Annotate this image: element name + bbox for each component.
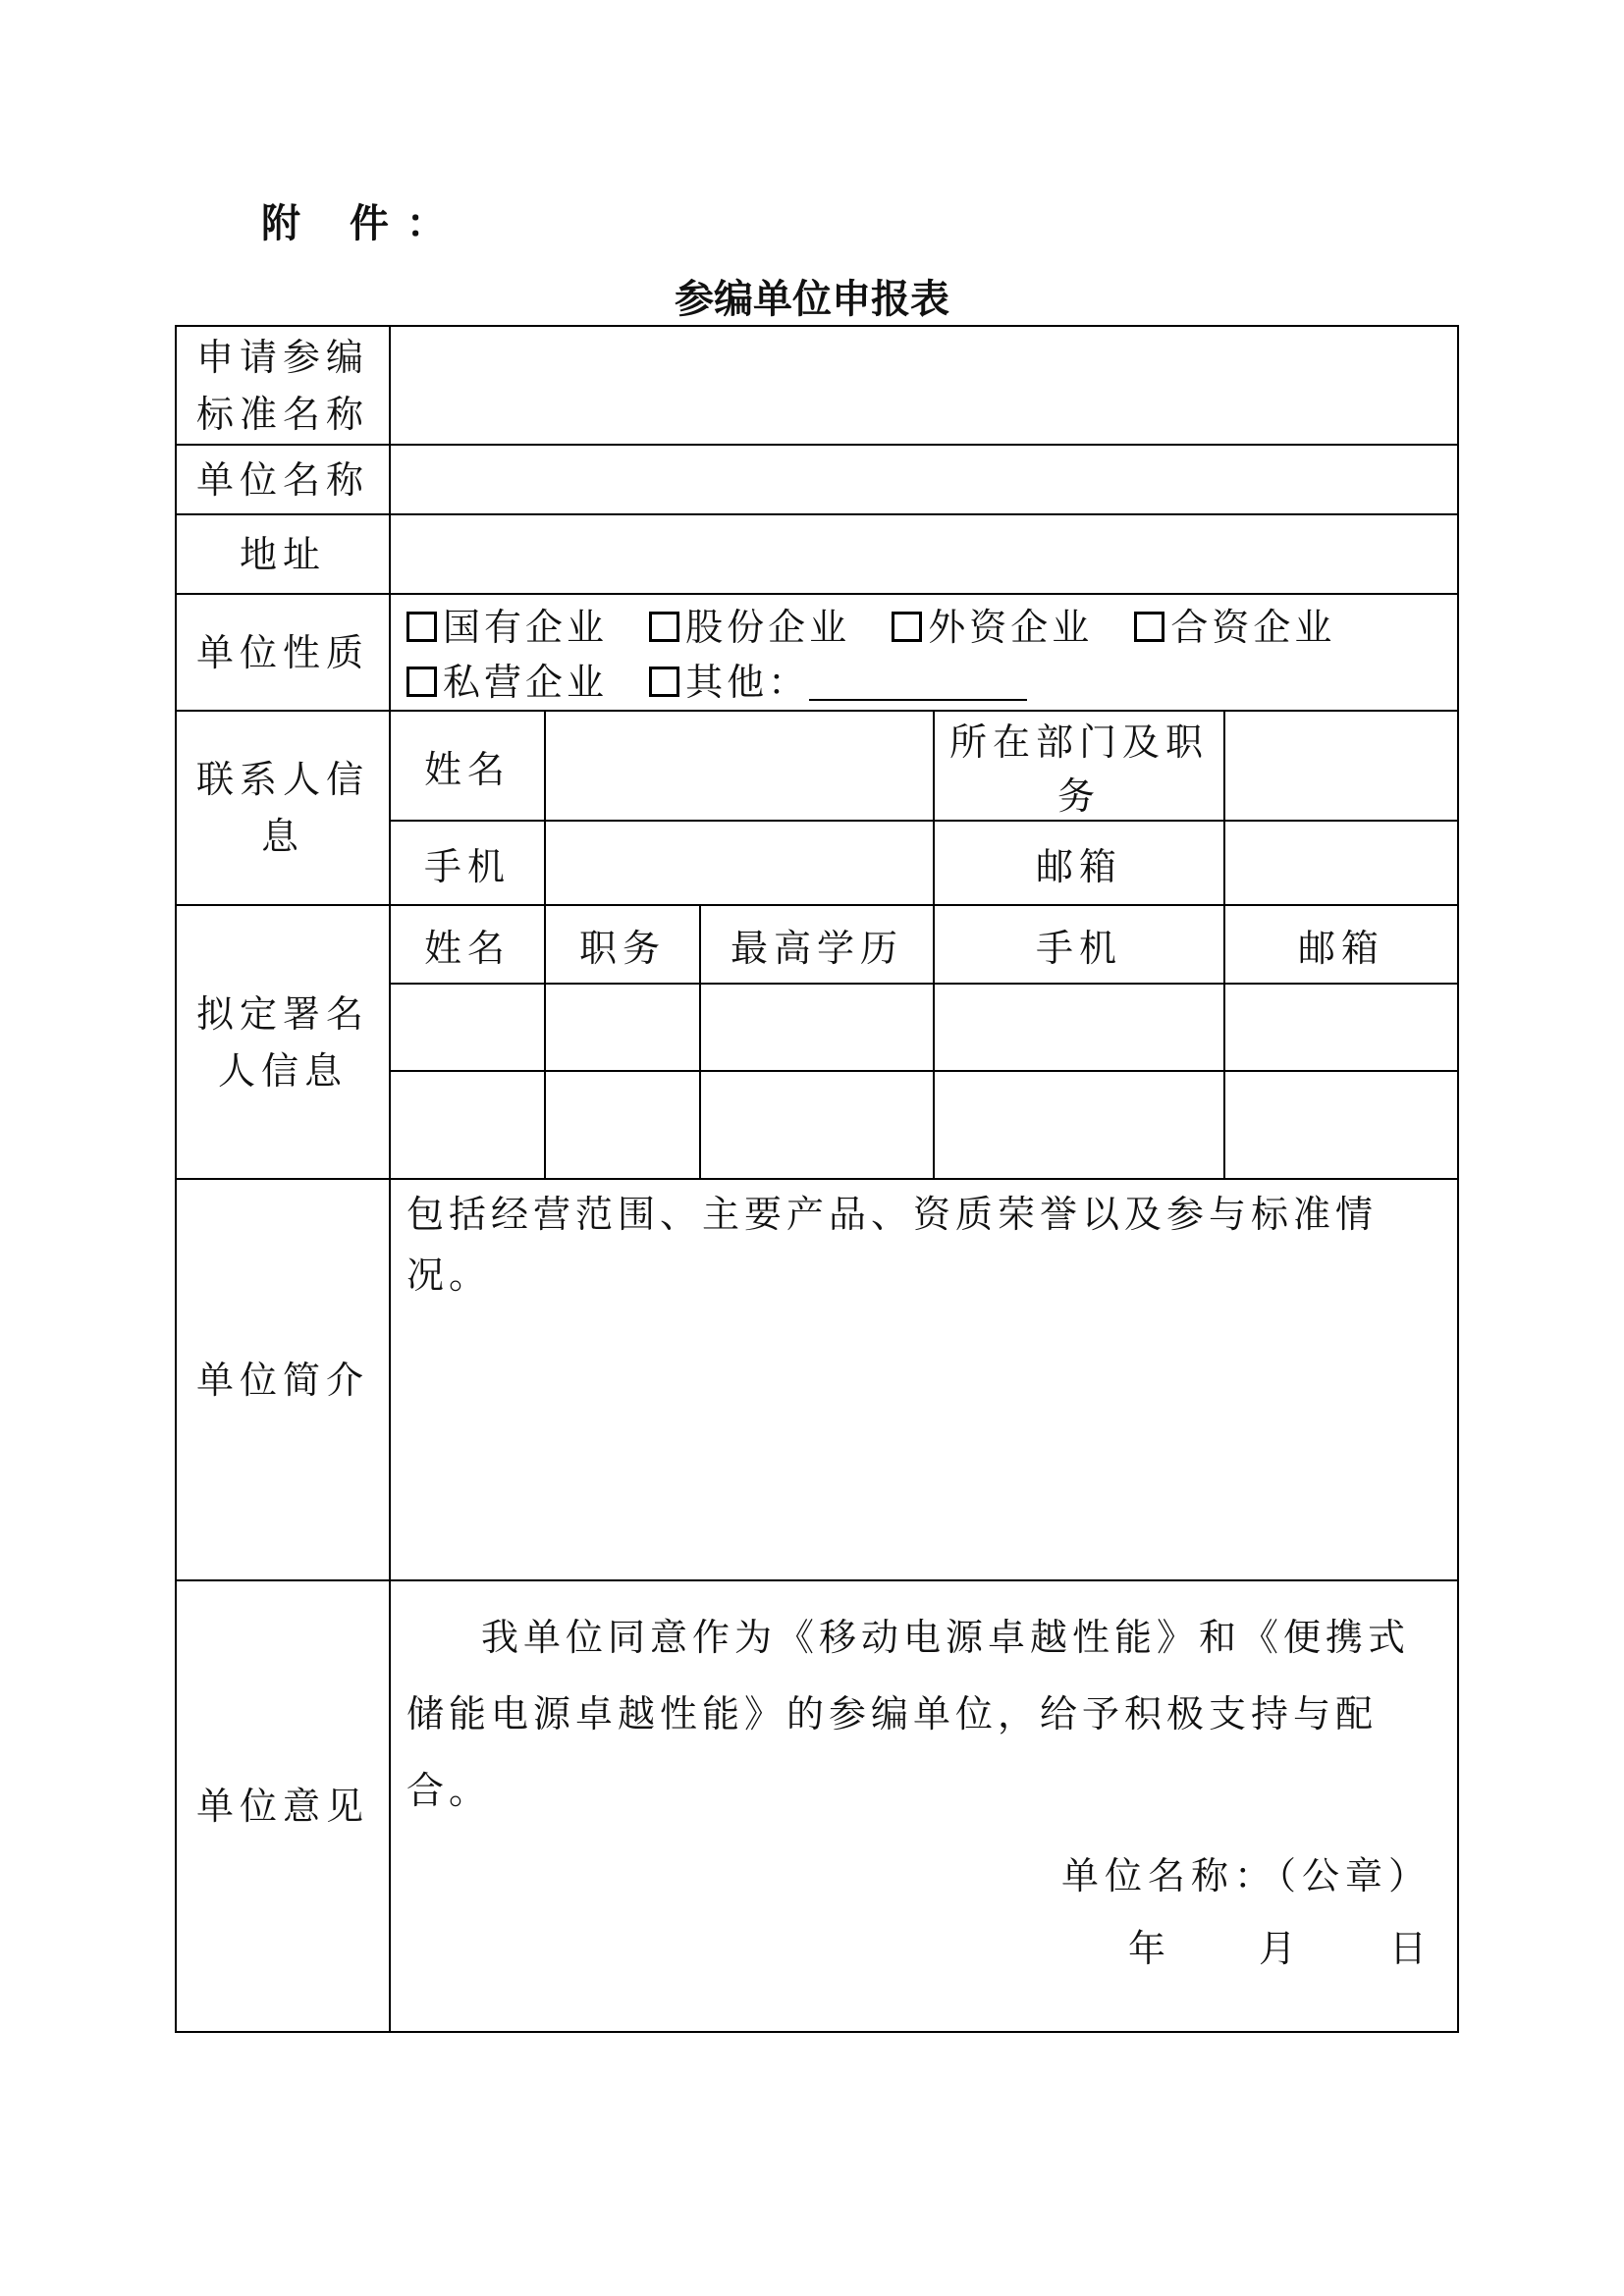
row-signatory-header [176,905,1458,984]
contact-dept-label: 所在部门及职务 [934,711,1224,821]
contact-email-field[interactable] [1224,821,1458,905]
opinion-field [390,1580,1458,2032]
signatory-label: 拟定署名人信息 [176,905,390,1179]
signatory-header-position: 职务 [545,905,700,984]
row-unit-nature [176,594,1458,711]
signatory-header-phone: 手机 [934,905,1224,984]
contact-name-field[interactable] [545,711,934,821]
option-joint-venture[interactable]: 合资企业 [1134,600,1335,655]
signatory-header-education: 最高学历 [700,905,934,984]
signature-line: 单位名称：（公章） [1061,1854,1433,1897]
contact-phone-field[interactable] [545,821,934,905]
opinion-text: 我单位同意作为《移动电源卓越性能》和《便携式储能电源卓越性能》的参编单位，给予积极支持与配合。 [406,1616,1411,1812]
option-foreign-owned[interactable]: 外资企业 [892,600,1093,655]
date-year: 年 [1128,1927,1171,1970]
intro-label: 单位简介 [176,1179,390,1580]
option-state-owned[interactable]: 国有企业 [406,600,608,655]
standard-name-label: 申请参编标准名称 [176,326,390,445]
signatory-header-email: 邮箱 [1224,905,1458,984]
checkbox-icon[interactable] [406,612,437,642]
address-label: 地址 [176,514,390,594]
checkbox-icon[interactable] [1134,612,1164,642]
intro-field[interactable]: 包括经营范围、主要产品、资质荣誉以及参与标准情况。 [390,1179,1458,1580]
signatory-header-name: 姓名 [390,905,545,984]
contact-phone-label: 手机 [390,821,545,905]
signatory-cell[interactable] [390,984,545,1071]
unit-name-label: 单位名称 [176,445,390,514]
address-field[interactable] [390,514,1458,594]
signatory-cell[interactable] [934,984,1224,1071]
application-form-table [175,325,1459,2033]
row-intro [176,1179,1458,1580]
option-joint-stock[interactable]: 股份企业 [649,600,850,655]
opinion-label: 单位意见 [176,1580,390,2032]
signatory-cell[interactable] [934,1071,1224,1179]
contact-email-label: 邮箱 [934,821,1224,905]
row-opinion [176,1580,1458,2032]
date-day: 日 [1389,1927,1433,1970]
other-blank-line[interactable] [809,664,1027,701]
unit-nature-options [390,594,1458,711]
checkbox-icon[interactable] [649,667,679,697]
option-other[interactable]: 其他： [649,655,1027,710]
option-private[interactable]: 私营企业 [406,655,608,710]
checkbox-icon[interactable] [649,612,679,642]
standard-name-field[interactable] [390,326,1458,445]
date-month: 月 [1259,1927,1302,1970]
contact-label: 联系人信息 [176,711,390,905]
attachment-label: 附 件： [261,201,463,246]
signatory-cell[interactable] [700,984,934,1071]
checkbox-icon[interactable] [406,667,437,697]
checkbox-icon[interactable] [892,612,922,642]
signatory-cell[interactable] [390,1071,545,1179]
row-address [176,514,1458,594]
row-contact-1 [176,711,1458,821]
unit-nature-label: 单位性质 [176,594,390,711]
signatory-cell[interactable] [1224,984,1458,1071]
form-title: 参编单位申报表 [675,277,949,322]
signatory-cell[interactable] [700,1071,934,1179]
contact-name-label: 姓名 [390,711,545,821]
signatory-cell[interactable] [545,1071,700,1179]
row-unit-name [176,445,1458,514]
date-line [406,1919,1432,1978]
contact-dept-field[interactable] [1224,711,1458,821]
unit-name-field[interactable] [390,445,1458,514]
row-standard-name [176,326,1458,445]
signatory-cell[interactable] [1224,1071,1458,1179]
signatory-cell[interactable] [545,984,700,1071]
